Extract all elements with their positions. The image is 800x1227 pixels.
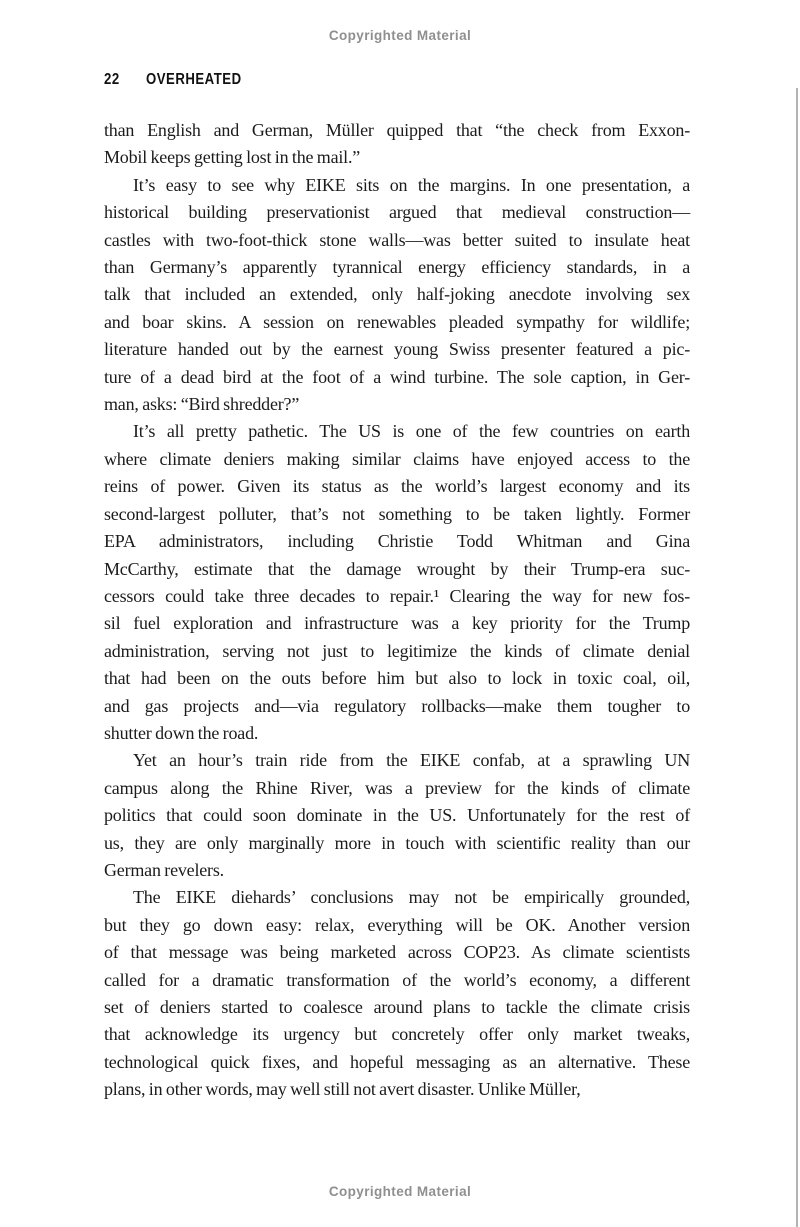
text-line: historical building preservationist argued that medieval construction— bbox=[104, 202, 690, 223]
paragraph bbox=[104, 418, 690, 747]
copyright-banner-bottom: Copyrighted Material bbox=[328, 1184, 472, 1199]
text-line: It’s all pretty pathetic. The US is one of the few countries on earth bbox=[133, 421, 690, 442]
text-line: set of deniers started to coalesce around plans to tackle the climate crisis bbox=[104, 997, 690, 1017]
text-line: second-largest polluter, that’s not something to be taken lightly. Former bbox=[104, 503, 690, 524]
copyright-banner-top: Copyrighted Material bbox=[328, 28, 472, 43]
text-line: sil fuel exploration and infrastructure was a key priority for the Trump bbox=[104, 613, 690, 634]
running-header-text bbox=[104, 71, 242, 89]
text-line: It’s easy to see why EIKE sits on the margins. In one presentation, a bbox=[133, 174, 690, 195]
text-line: campus along the Rhine River, was a preview for the kinds of climate bbox=[104, 777, 690, 798]
text-line: ture of a dead bird at the foot of a wind turbine. The sole caption, in Ger- bbox=[104, 366, 690, 387]
page-edge-line bbox=[796, 88, 798, 1227]
text-line: that had been on the outs before him but also to lock in toxic coal, oil, bbox=[104, 668, 690, 689]
text-line: politics that could soon dominate in the US. Unfortunately for the rest of bbox=[104, 805, 690, 826]
text-line: talk that included an extended, only half-joking anecdote involving sex bbox=[104, 284, 690, 305]
text-line: Mobil keeps getting lost in the mail.” bbox=[104, 147, 361, 168]
text-line: than Germany’s apparently tyrannical energy efficiency standards, in a bbox=[104, 257, 690, 278]
text-line: EPA administrators, including Christie Todd Whitman and Gina bbox=[104, 531, 690, 552]
text-line: The EIKE diehards’ conclusions may not be empirically grounded, bbox=[133, 887, 690, 908]
text-line: and gas projects and—via regulatory rollbacks—make them tougher to bbox=[104, 695, 690, 716]
text-line: literature handed out by the earnest young Swiss presenter featured a pic- bbox=[104, 339, 690, 360]
text-line: called for a dramatic transformation of the world’s economy, a different bbox=[104, 969, 690, 990]
running-header bbox=[104, 71, 266, 89]
text-line: cessors could take three decades to repair.¹ Clearing the way for new fos- bbox=[104, 585, 690, 606]
text-line: technological quick fixes, and hopeful messaging as an alternative. These bbox=[104, 1051, 690, 1072]
paragraph bbox=[104, 747, 690, 884]
text-line: us, they are only marginally more in touch with scientific reality than our bbox=[104, 832, 690, 853]
running-title: OVERHEATED bbox=[145, 71, 242, 88]
text-line: but they go down easy: relax, everything will be OK. Another version bbox=[104, 914, 690, 935]
paragraph bbox=[104, 884, 690, 1103]
paragraph bbox=[104, 117, 690, 172]
text-line: administration, serving not just to legitimize the kinds of climate denial bbox=[104, 640, 690, 661]
text-line: reins of power. Given its status as the world’s largest economy and its bbox=[104, 476, 690, 497]
text-line: man, asks: “Bird shredder?” bbox=[104, 394, 300, 415]
text-line: Yet an hour’s train ride from the EIKE confab, at a sprawling UN bbox=[133, 750, 690, 771]
text-line: where climate deniers making similar claims have enjoyed access to the bbox=[104, 448, 690, 469]
page-number: 22 bbox=[104, 71, 120, 88]
text-line: McCarthy, estimate that the damage wrought by their Trump-era suc- bbox=[104, 558, 690, 579]
text-line: castles with two-foot-thick stone walls—was better suited to insulate heat bbox=[104, 229, 690, 250]
text-line: German revelers. bbox=[104, 859, 224, 880]
text-line: of that message was being marketed across COP23. As climate scientists bbox=[104, 942, 690, 963]
text-line: plans, in other words, may well still not avert disaster. Unlike Müller, bbox=[104, 1079, 581, 1100]
text-line: and boar skins. A session on renewables pleaded sympathy for wildlife; bbox=[104, 311, 690, 332]
text-line: than English and German, Müller quipped that “the check from Exxon- bbox=[104, 120, 690, 140]
text-line: that acknowledge its urgency but concretely offer only market tweaks, bbox=[104, 1024, 690, 1045]
body-text bbox=[104, 117, 690, 1104]
text-line: shutter down the road. bbox=[104, 722, 259, 743]
paragraph bbox=[104, 172, 690, 419]
